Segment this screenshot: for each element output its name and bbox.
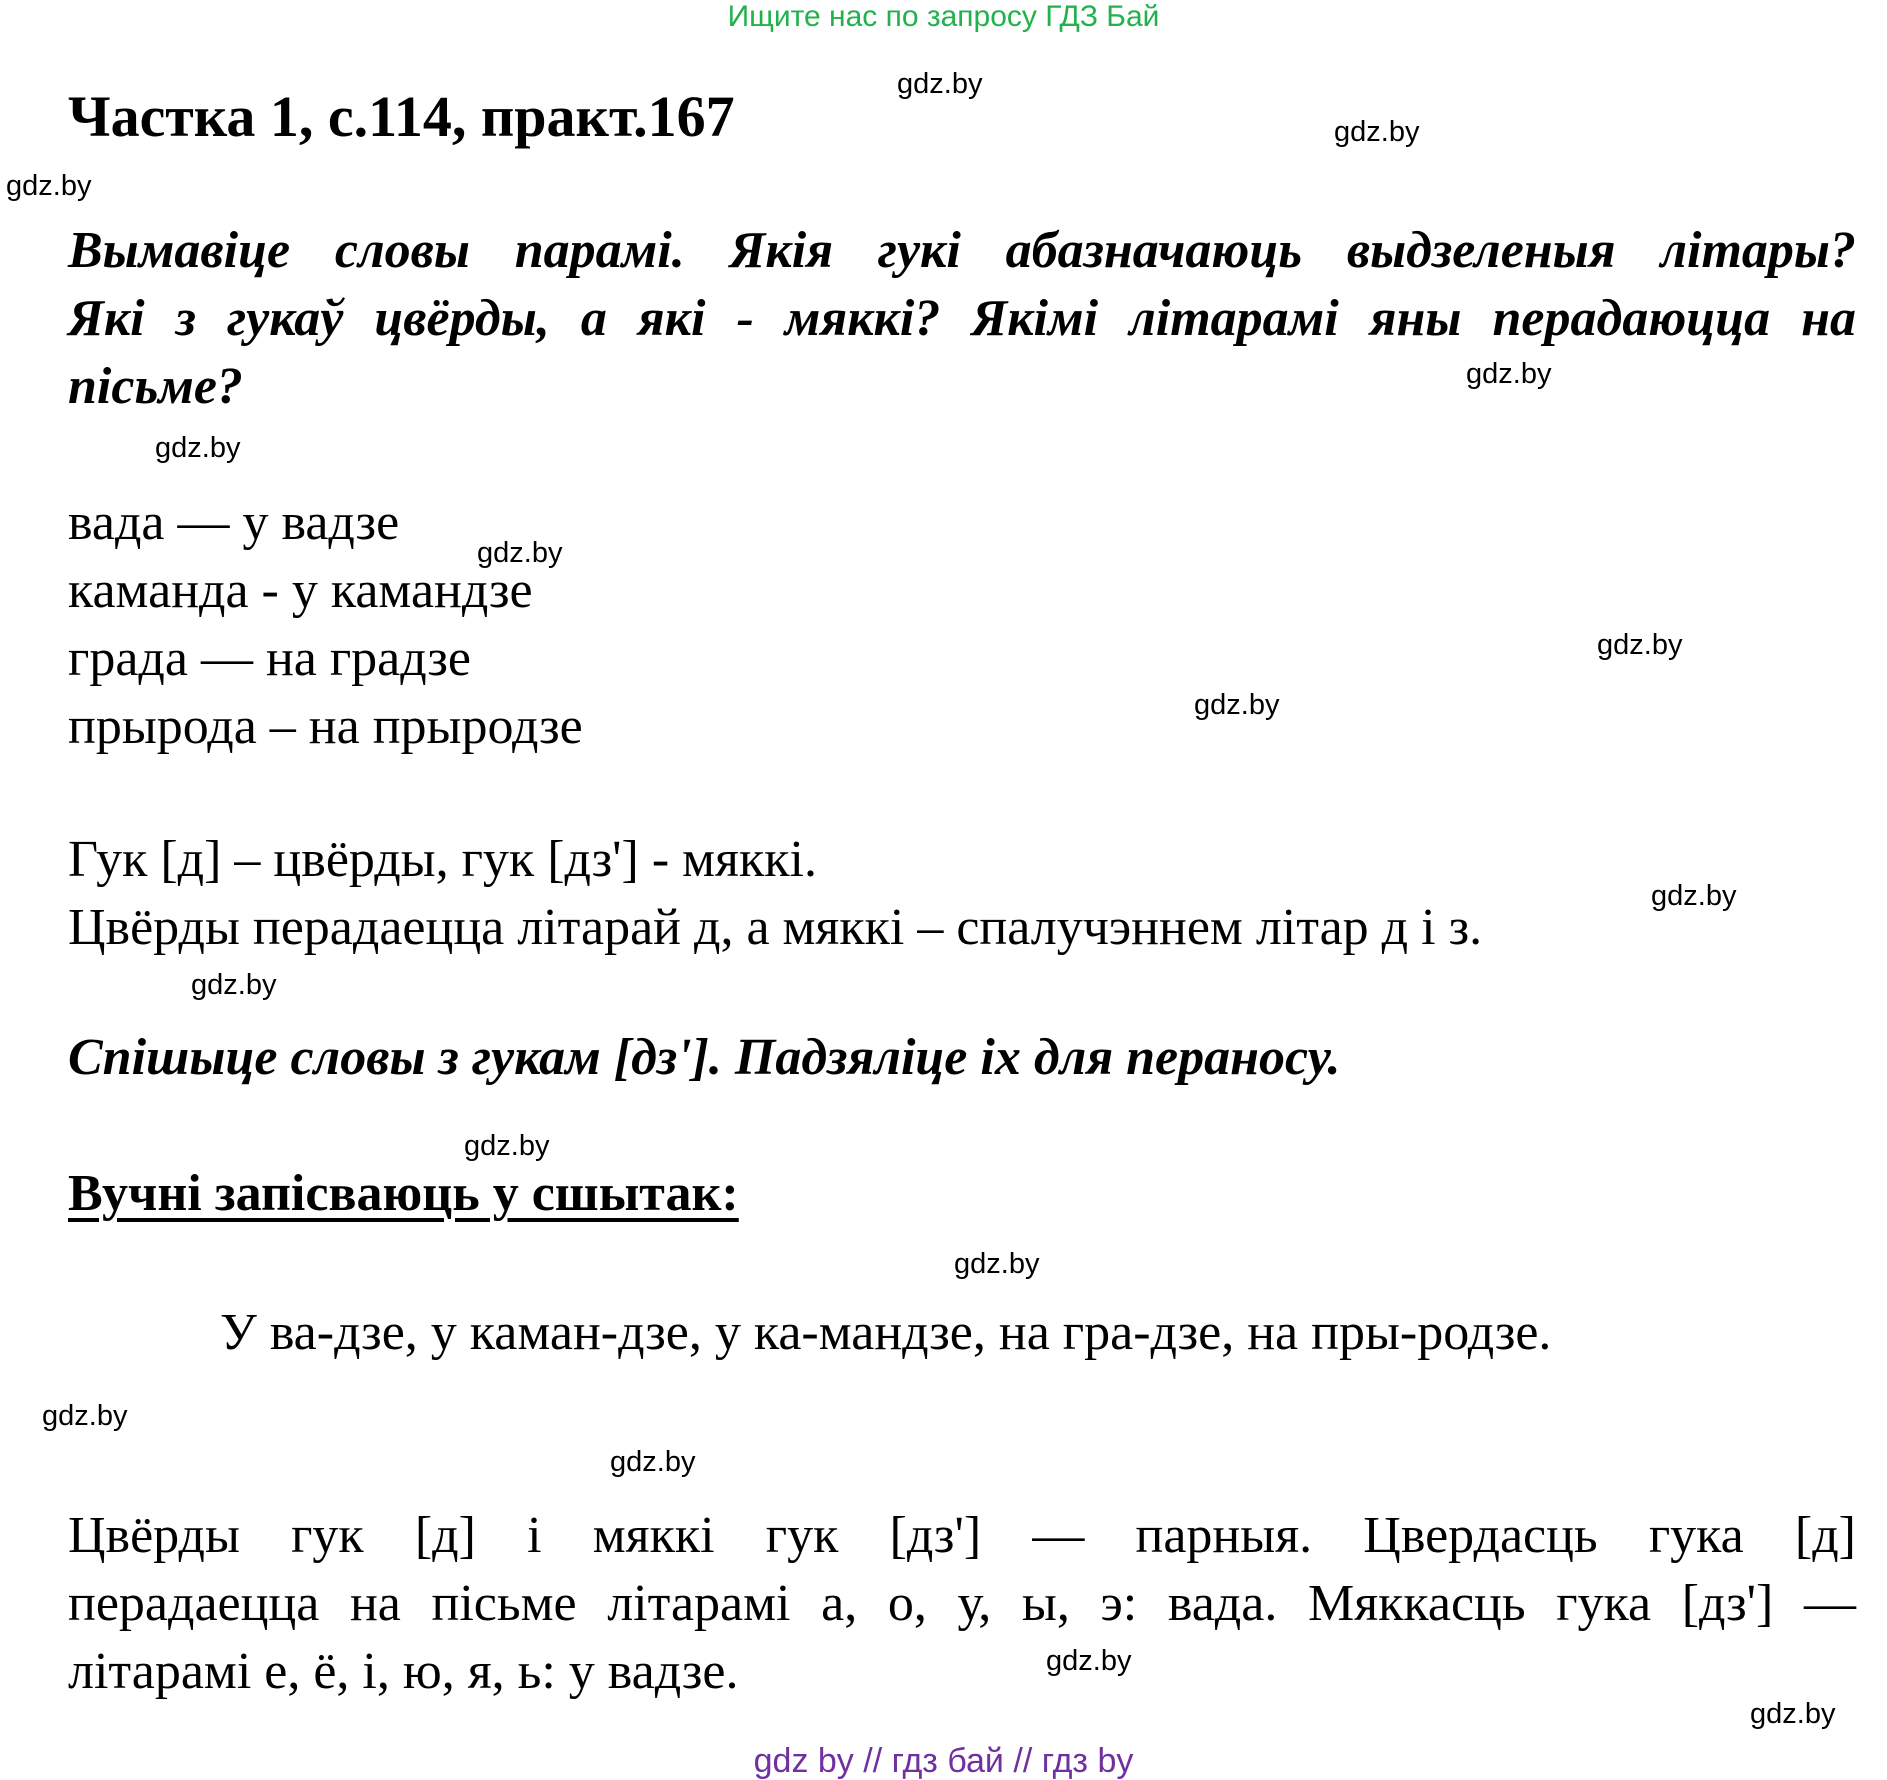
task-instruction-2: Спішыце словы з гукам [дз']. Падзяліце іх для пераносу.	[68, 1029, 1341, 1086]
task-instruction-line: пісьме?	[68, 358, 243, 415]
notebook-text: У ва-дзе, у каман-дзе, у ка-мандзе, на гра-дзе, на пры-родзе.	[220, 1304, 1552, 1361]
word-pair: каманда - у камандзе	[68, 562, 533, 619]
watermark: gdz.by	[1046, 1645, 1132, 1677]
watermark: gdz.by	[42, 1400, 128, 1432]
watermark: gdz.by	[954, 1248, 1040, 1280]
page-title: Частка 1, с.114, практ.167	[68, 84, 735, 149]
watermark: gdz.by	[464, 1130, 550, 1162]
watermark: gdz.by	[897, 68, 983, 100]
watermark: gdz.by	[1597, 629, 1683, 661]
task-instruction-line: Вымавіце словы парамі. Якія гукі абазначаюць выдзеленыя літары?	[68, 222, 1856, 279]
watermark: gdz.by	[1651, 880, 1737, 912]
watermark: gdz.by	[1334, 116, 1420, 148]
footer-links[interactable]: gdz by // гдз бай // гдз by	[753, 1742, 1134, 1780]
answer-line: Гук [д] – цвёрды, гук [дз'] - мяккі.	[68, 831, 817, 888]
top-banner[interactable]: Ищите нас по запросу ГДЗ Бай	[727, 0, 1160, 33]
task-instruction	[68, 217, 1856, 421]
watermark: gdz.by	[1750, 1698, 1836, 1730]
task-instruction-line: Які з гукаў цвёрды, а які - мяккі? Якімі літарамі яны перадаюцца на	[68, 290, 1856, 347]
notebook-heading: Вучні запісваюць у сшытак:	[68, 1165, 739, 1222]
conclusion-paragraph	[68, 1502, 1856, 1706]
conclusion-line: перадаецца на пісьме літарамі а, о, у, ы, э: вада. Мяккасць гука [дз'] —	[68, 1575, 1856, 1632]
watermark: gdz.by	[477, 537, 563, 569]
conclusion-line: літарамі е, ё, і, ю, я, ь: у вадзе.	[68, 1643, 739, 1700]
word-pair: вада — у вадзе	[68, 494, 400, 551]
word-pairs-list	[68, 489, 583, 761]
conclusion-line: Цвёрды гук [д] і мяккі гук [дз'] — парныя. Цвердасць гука [д]	[68, 1507, 1856, 1564]
watermark: gdz.by	[6, 170, 92, 202]
watermark: gdz.by	[610, 1446, 696, 1478]
watermark: gdz.by	[1466, 358, 1552, 390]
watermark: gdz.by	[1194, 689, 1280, 721]
word-pair: прырода – на прыродзе	[68, 698, 583, 755]
answer-block	[68, 826, 1482, 962]
watermark: gdz.by	[155, 432, 241, 464]
answer-line: Цвёрды перадаецца літарай д, а мяккі – спалучэннем літар д і з.	[68, 899, 1483, 956]
word-pair: града — на градзе	[68, 630, 471, 687]
watermark: gdz.by	[191, 969, 277, 1001]
